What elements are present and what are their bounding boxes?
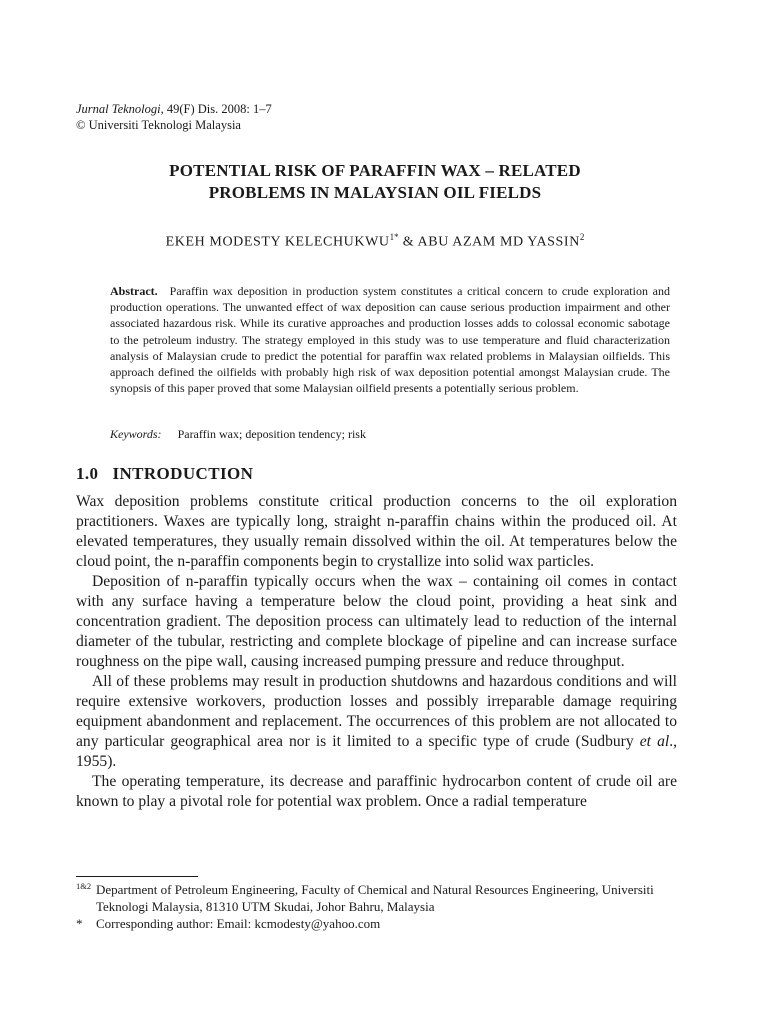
- abstract-text: Paraffin wax deposition in production system constitutes a critical concern to crude exploration and production operations. The unwanted effect of wax deposition can cause serious production impairment and other associated hazardous risk. While its curative approaches and production losses adds to colossal economic sabotage to the petroleum industry. The strategy employed in this study was to use temperature and fluid characterization analysis of Malaysian crude to predict the potential for paraffin wax related problems in Malaysian oilfields. This approach defined the oilfields with probably high risk of wax deposition potential amongst Malaysian crude. The synopsis of this paper proved that some Malaysian oilfield presents a potentially serious problem.: [110, 284, 670, 396]
- copyright-line: © Universiti Teknologi Malaysia: [76, 118, 241, 132]
- section-title: INTRODUCTION: [112, 464, 254, 483]
- journal-name: Jurnal Teknologi: [76, 102, 161, 116]
- paragraph-1: Wax deposition problems constitute critical production concerns to the oil exploration practitioners. Waxes are typically long, straight n-paraffin chains within the produced oil. At elevated temperatures, they usually remain dissolved within the oil. At temperatures below the cloud point, the n-paraffin components begin to crystallize into solid wax particles.: [76, 493, 677, 570]
- title-line-1: POTENTIAL RISK OF PARAFFIN WAX – RELATED: [169, 161, 581, 180]
- paragraph-4: The operating temperature, its decrease and paraffinic hydrocarbon content of crude oil are known to play a pivotal role for potential wax problem. Once a radial temperature: [76, 773, 677, 810]
- abstract-label: Abstract.: [110, 284, 158, 298]
- footnote-affiliation: [76, 881, 677, 915]
- author-2-affiliation: 2: [579, 232, 585, 242]
- title-line-2: PROBLEMS IN MALAYSIAN OIL FIELDS: [208, 183, 542, 202]
- footnote-corresponding: [76, 915, 677, 932]
- section-number: 1.0: [76, 464, 99, 483]
- author-2: ABU AZAM MD YASSIN: [417, 234, 580, 250]
- keywords-text: Paraffin wax; deposition tendency; risk: [177, 427, 366, 441]
- author-1: EKEH MODESTY KELECHUKWU: [165, 234, 390, 250]
- paper-title: [76, 160, 674, 204]
- footnote-2-text: Corresponding author: Email: kcmodesty@yahoo.com: [96, 916, 381, 931]
- keywords-label: Keywords:: [110, 427, 162, 441]
- body-text: [76, 492, 677, 812]
- footnote-rule: [76, 876, 198, 877]
- paragraph-3: [76, 672, 677, 772]
- journal-details: , 49(F) Dis. 2008: 1–7: [160, 102, 272, 116]
- footnote-1-text: Department of Petroleum Engineering, Faculty of Chemical and Natural Resources Engineering, Universiti Teknologi Malaysia, 81310 UTM Skudai, Johor Bahru, Malaysia: [96, 882, 654, 914]
- paragraph-3-text: All of these problems may result in production shutdowns and hazardous conditions and will require extensive workovers, production losses and possibly irreparable damage requiring equipment abandonment and replacement. The occurrences of this problem are not allocated to any particular geographical area nor is it limited to a specific type of crude (Sudbury: [76, 673, 677, 750]
- footnote-2-mark: *: [76, 916, 83, 931]
- journal-header: [76, 101, 272, 133]
- author-1-affiliation: 1*: [389, 232, 399, 242]
- keywords: [110, 427, 366, 442]
- author-separator: &: [398, 234, 418, 250]
- footnote-1-mark: 1&2: [76, 881, 92, 891]
- abstract: [110, 283, 670, 396]
- journal-citation: [76, 101, 272, 117]
- paragraph-3-end: ., 1955).: [76, 733, 677, 770]
- author-line: [76, 232, 674, 251]
- paragraph-2: Deposition of n-paraffin typically occurs when the wax – containing oil comes in contact with any surface having a temperature below the cloud point, providing a heat sink and concentration gradient. The deposition process can ultimately lead to reduction of the internal diameter of the tubular, restricting and complete blockage of pipeline and can increase surface roughness on the pipe wall, causing increased pumping pressure and reduce throughput.: [76, 573, 677, 670]
- citation-etal: et al: [639, 733, 670, 750]
- section-heading: [76, 464, 253, 484]
